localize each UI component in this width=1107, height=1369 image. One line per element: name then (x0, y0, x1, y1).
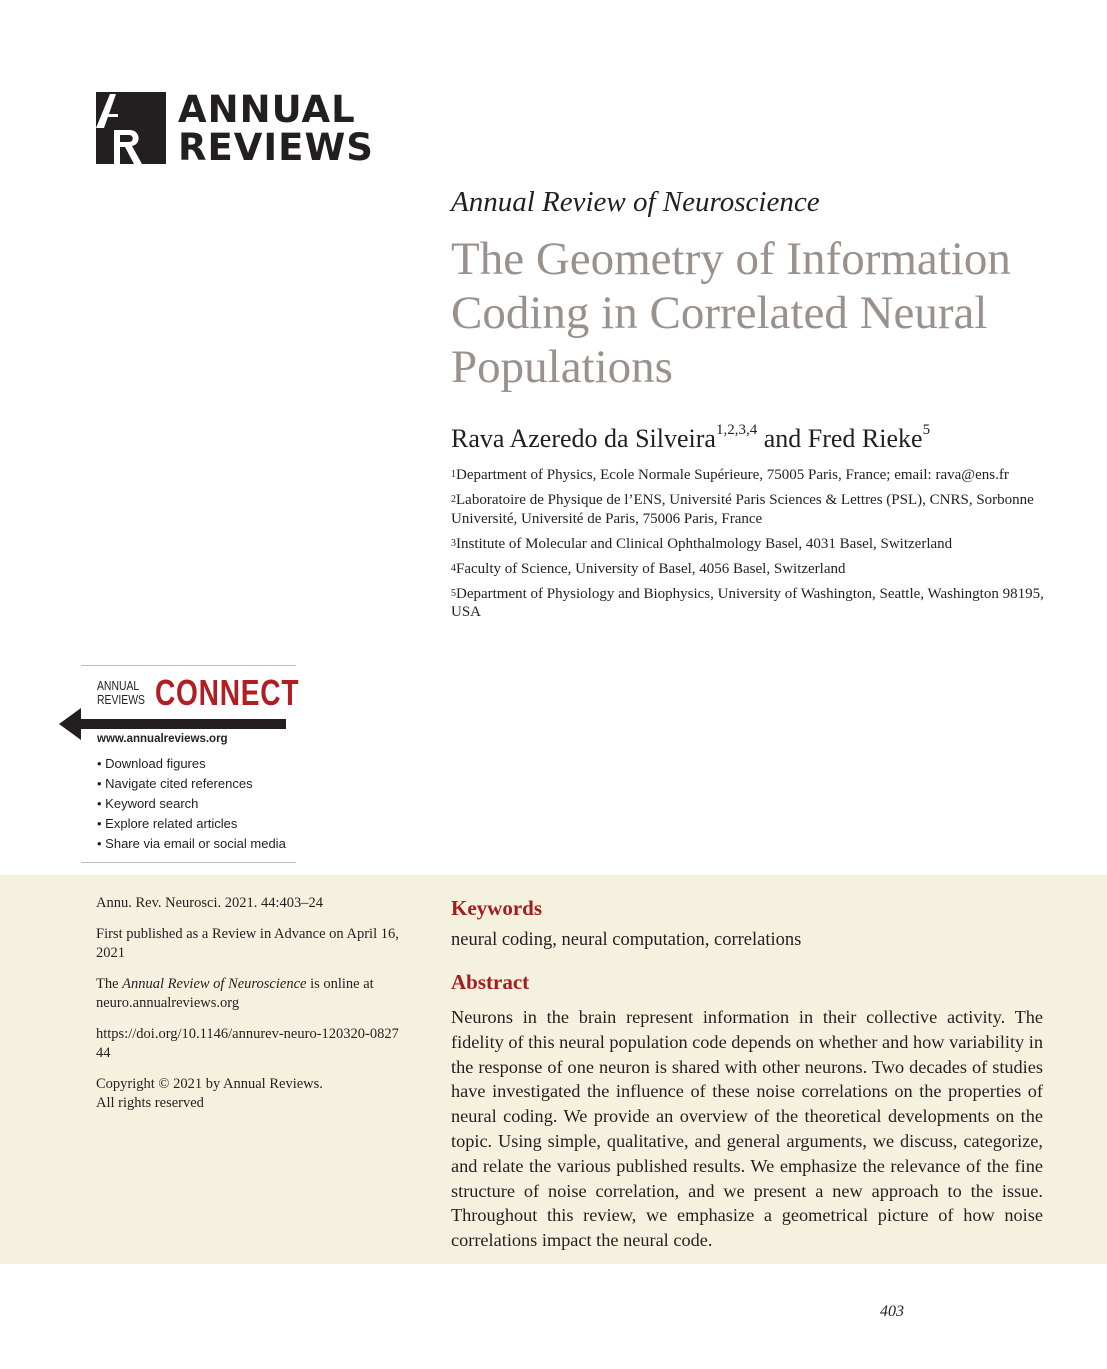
connect-url-link[interactable]: www.annualreviews.org (97, 733, 228, 745)
list-item: • Navigate cited references (97, 776, 253, 791)
keywords-heading: Keywords (451, 896, 542, 920)
list-item: • Download figures (97, 756, 206, 771)
affiliation-number: 2 (451, 494, 456, 505)
affiliation-text: Department of Physiology and Biophysics, University of Washington, Seattle, Washington 98195, USA (451, 585, 1044, 620)
author-affiliation-marks: 1,2,3,4 (715, 422, 758, 438)
connect-small-line2: REVIEWS (97, 692, 145, 707)
copyright (96, 1075, 406, 1113)
affiliation-number: 1 (451, 469, 456, 480)
author-name: Fred Rieke (807, 424, 923, 453)
author-line (451, 424, 930, 454)
connect-title: CONNECT (155, 672, 300, 713)
online-post: is online at neuro.annualreviews.org (96, 976, 374, 1011)
affiliation (451, 560, 1051, 579)
list-item: • Share via email or social media (97, 836, 286, 851)
author-conjunction: and (757, 424, 808, 453)
logo-word-reviews: REVIEWS (178, 126, 374, 169)
online-location (96, 975, 406, 1013)
affiliation-number: 4 (451, 562, 456, 574)
page-number: 403 (880, 1303, 904, 1320)
affiliation-text: Laboratoire de Physique de l’ENS, Université Paris Sciences & Lettres (PSL), CNRS, Sorbonne Université, Université de Paris, 75006 Paris, France (451, 492, 1034, 527)
online-journal: Annual Review of Neuroscience (122, 976, 307, 992)
article-title: The Geometry of Information Coding in Correlated Neural Populations (451, 233, 1011, 393)
ar-logo-mark-icon (96, 92, 166, 164)
list-item: • Keyword search (97, 796, 199, 811)
rights-line: All rights reserved (96, 1095, 204, 1111)
affiliation-number: 3 (451, 537, 456, 549)
affiliation-number: 5 (451, 587, 456, 599)
affiliation-text: Faculty of Science, University of Basel, 4056 Basel, Switzerland (456, 560, 846, 577)
logo-word-annual: ANNUAL (178, 88, 356, 131)
affiliation-text: Department of Physics, Ecole Normale Supérieure, 75005 Paris, France; email: rava@ens.fr (456, 467, 1009, 483)
affiliations-list (451, 466, 1051, 628)
online-pre: The (96, 976, 123, 992)
affiliation (451, 466, 1051, 485)
author-name: Rava Azeredo da Silveira (451, 424, 716, 453)
connect-small-line1: ANNUAL (97, 678, 140, 693)
affiliation (451, 585, 1051, 622)
list-item: • Explore related articles (97, 816, 238, 831)
affiliation (451, 491, 1051, 528)
keywords-text: neural coding, neural computation, correlations (451, 930, 802, 950)
affiliation (451, 535, 1051, 554)
journal-name: Annual Review of Neuroscience (451, 186, 820, 218)
citation: Annu. Rev. Neurosci. 2021. 44:403–24 (96, 895, 324, 911)
connect-features-list (97, 754, 286, 854)
doi-link[interactable]: https://doi.org/10.1146/annurev-neuro-120320-082744 (96, 1026, 399, 1061)
copyright-line: Copyright © 2021 by Annual Reviews. (96, 1076, 323, 1092)
abstract-heading: Abstract (451, 970, 530, 994)
author-affiliation-marks: 5 (922, 422, 931, 438)
affiliation-text: Institute of Molecular and Clinical Ophthalmology Basel, 4031 Basel, Switzerland (456, 535, 953, 552)
article-metadata (96, 894, 406, 1113)
publication-date: First published as a Review in Advance on April 16, 2021 (96, 926, 399, 961)
abstract-text: Neurons in the brain represent information in their collective activity. The fidelity of this neural population code depends on whether and how variability in the response of one neuron is shared with other neurons. Two decades of studies have investigated the influence of these noise correlations on the properties of neural coding. We provide an overview of the theoretical developments on the topic. Using simple, qualitative, and general arguments, we discuss, categorize, and relate the various published results. We emphasize the relevance of the fine structure of noise correlation, and we present a new approach to the issue. Throughout this review, we emphasize a geometrical picture of how noise correlations impact the neural code. (451, 1007, 1043, 1251)
annual-reviews-connect-box[interactable] (81, 665, 300, 863)
connect-small-label (97, 679, 145, 707)
annual-reviews-logo (96, 88, 376, 169)
